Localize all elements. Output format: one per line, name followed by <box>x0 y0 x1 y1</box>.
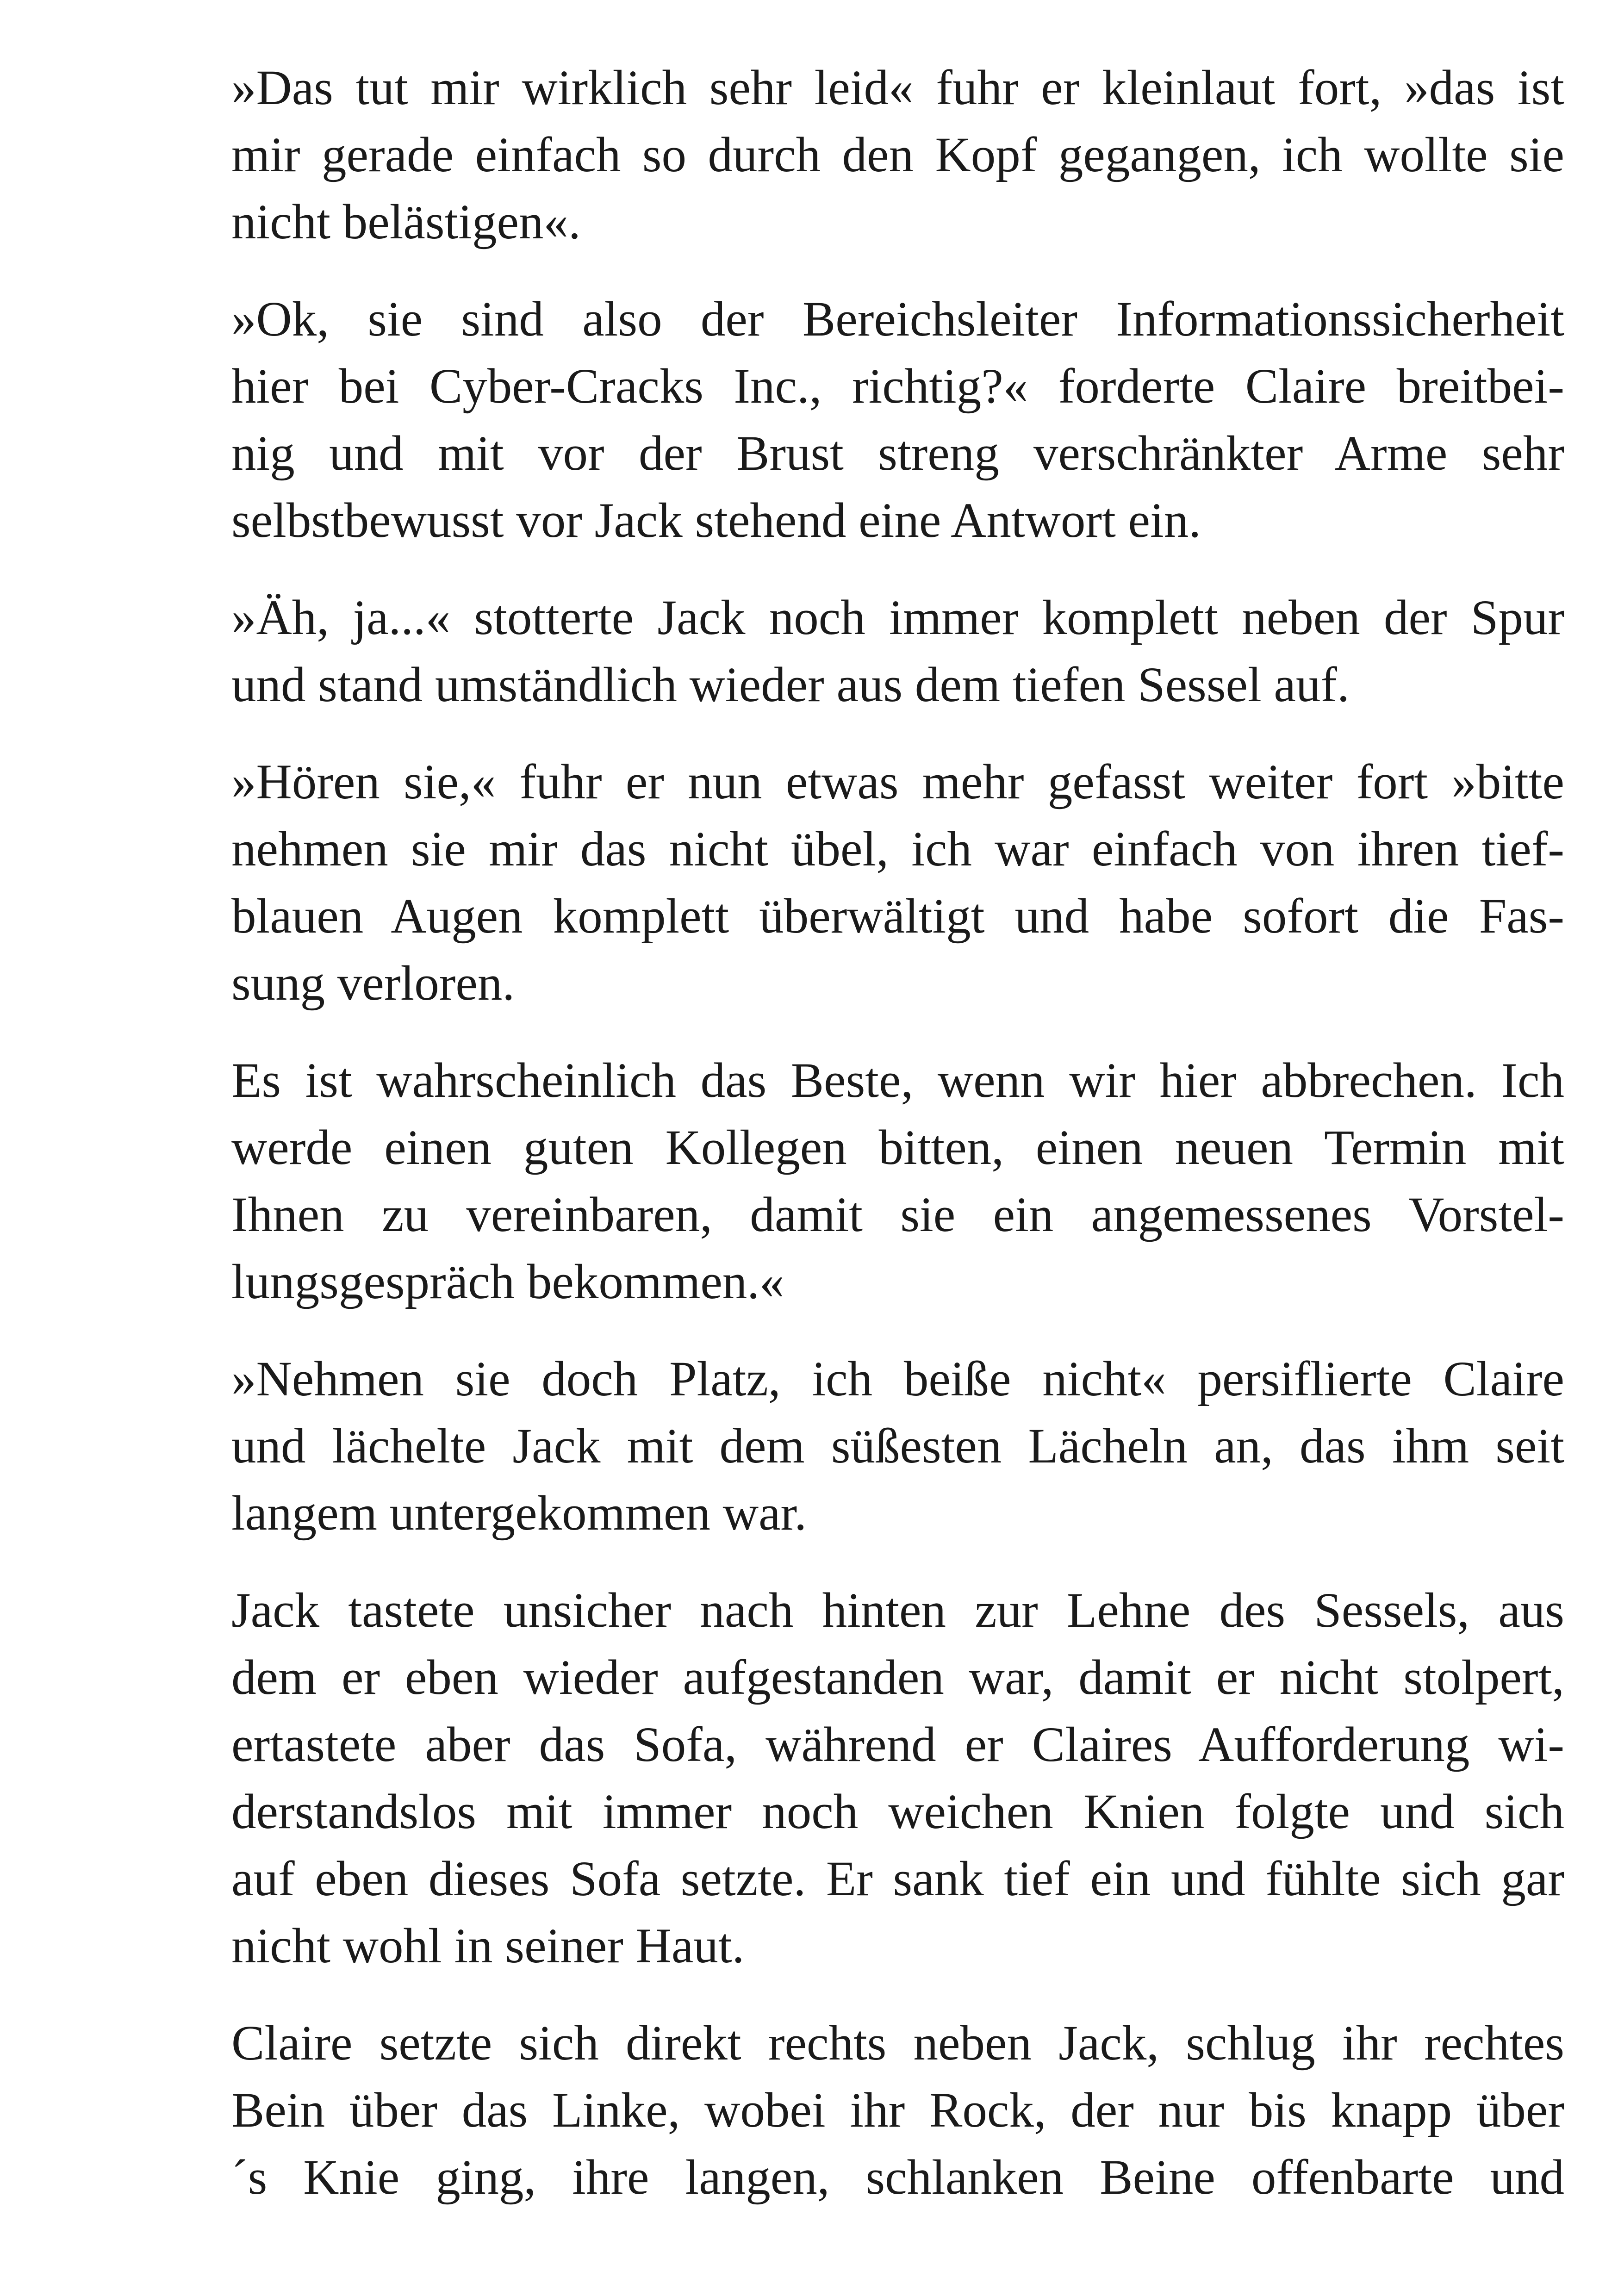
paragraph-1 <box>231 55 1564 256</box>
text-line: und lächelte Jack mit dem süßesten Lächeln an, das ihm seit <box>231 1419 1564 1474</box>
text-line: auf eben dieses Sofa setzte. Er sank tief ein und fühlte sich gar <box>231 1852 1564 1906</box>
text-line: nicht belästigen«. <box>231 195 581 249</box>
text-line: selbstbewusst vor Jack stehend eine Antwort ein. <box>231 493 1201 548</box>
text-line: »Äh, ja...« stotterte Jack noch immer komplett neben der Spur <box>231 591 1564 645</box>
text-line: »Hören sie,« fuhr er nun etwas mehr gefasst weiter fort »bitte <box>231 755 1564 809</box>
text-line: dem er eben wieder aufgestanden war, damit er nicht stolpert, <box>231 1650 1564 1705</box>
text-line: Es ist wahrscheinlich das Beste, wenn wir hier abbrechen. Ich <box>231 1053 1564 1108</box>
text-line: und stand umständlich wieder aus dem tiefen Sessel auf. <box>231 658 1350 712</box>
text-line: ´s Knie ging, ihre langen, schlanken Beine offenbarte und <box>231 2150 1564 2205</box>
paragraph-2 <box>231 286 1564 554</box>
paragraph-3 <box>231 585 1564 719</box>
text-line: werde einen guten Kollegen bitten, einen neuen Termin mit <box>231 1120 1564 1175</box>
text-line: Claire setzte sich direkt rechts neben Jack, schlug ihr rechtes <box>231 2016 1564 2071</box>
text-line: derstandslos mit immer noch weichen Knien folgte und sich <box>231 1785 1564 1839</box>
text-line: blauen Augen komplett überwältigt und habe sofort die Fas- <box>231 889 1564 944</box>
text-line: ertastete aber das Sofa, während er Claires Aufforderung wi- <box>231 1717 1564 1772</box>
text-line: sung verloren. <box>231 956 515 1011</box>
text-line: »Ok, sie sind also der Bereichsleiter Informationssicherheit <box>231 292 1564 347</box>
text-line: lungsgespräch bekommen.« <box>231 1255 784 1309</box>
paragraph-6 <box>231 1346 1564 1547</box>
text-line: Bein über das Linke, wobei ihr Rock, der nur bis knapp über <box>231 2083 1564 2138</box>
text-line: Ihnen zu vereinbaren, damit sie ein angemessenes Vorstel- <box>231 1188 1564 1242</box>
text-line: nig und mit vor der Brust streng verschränkter Arme sehr <box>231 426 1564 481</box>
book-page <box>231 55 1564 2241</box>
text-line: nicht wohl in seiner Haut. <box>231 1919 745 1973</box>
paragraph-5 <box>231 1047 1564 1316</box>
text-line: mir gerade einfach so durch den Kopf gegangen, ich wollte sie <box>231 128 1564 182</box>
paragraph-4 <box>231 749 1564 1017</box>
paragraph-8 <box>231 2010 1564 2211</box>
text-line: Jack tastete unsicher nach hinten zur Lehne des Sessels, aus <box>231 1583 1564 1638</box>
text-line: »Das tut mir wirklich sehr leid« fuhr er kleinlaut fort, »das ist <box>231 61 1564 115</box>
text-line: langem untergekommen war. <box>231 1486 807 1541</box>
text-line: »Nehmen sie doch Platz, ich beiße nicht« persiflierte Claire <box>231 1352 1564 1406</box>
text-line: nehmen sie mir das nicht übel, ich war einfach von ihren tief- <box>231 822 1564 877</box>
paragraph-7 <box>231 1577 1564 1980</box>
text-line: hier bei Cyber-Cracks Inc., richtig?« forderte Claire breitbei- <box>231 359 1564 414</box>
